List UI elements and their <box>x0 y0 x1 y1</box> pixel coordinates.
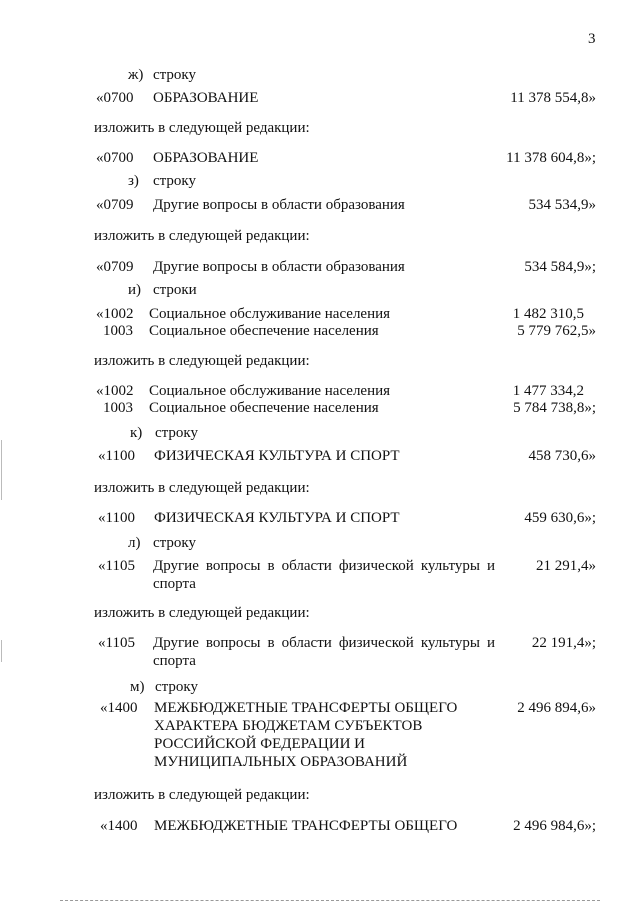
row-code: «0700 <box>96 150 134 166</box>
row-name: Другие вопросы в области физической культуры и <box>153 635 495 651</box>
row-name: Другие вопросы в области образования <box>153 197 405 213</box>
row-name-continued: МУНИЦИПАЛЬНЫХ ОБРАЗОВАНИЙ <box>154 754 408 770</box>
instruction-text: изложить в следующей редакции: <box>94 787 310 803</box>
row-code: «1002 <box>96 383 134 399</box>
row-name: Социальное обеспечение населения <box>149 400 379 416</box>
row-value: 534 534,9» <box>528 197 596 213</box>
row-value: 459 630,6»; <box>524 510 596 526</box>
row-value: 1 482 310,5 <box>512 306 584 322</box>
row-name-continued: РОССИЙСКОЙ ФЕДЕРАЦИИ И <box>154 736 366 752</box>
item-word: строку <box>153 67 196 83</box>
item-word: строки <box>153 282 197 298</box>
row-code: «1100 <box>98 510 135 526</box>
instruction-text: изложить в следующей редакции: <box>94 120 310 136</box>
row-name: Социальное обеспечение населения <box>149 323 379 339</box>
row-value: 21 291,4» <box>536 558 596 574</box>
row-value: 534 584,9»; <box>524 259 596 275</box>
page-number: 3 <box>588 31 596 47</box>
row-value: 2 496 984,6»; <box>513 818 596 834</box>
instruction-text: изложить в следующей редакции: <box>94 228 310 244</box>
row-name: Другие вопросы в области образования <box>153 259 405 275</box>
item-marker: з) <box>128 173 139 189</box>
row-value: 11 378 554,8» <box>510 90 596 106</box>
row-code: «0709 <box>96 259 134 275</box>
item-marker: л) <box>128 535 141 551</box>
row-value: 5 779 762,5» <box>517 323 596 339</box>
row-name: Социальное обслуживание населения <box>149 306 391 322</box>
row-name-continued: спорта <box>153 576 196 592</box>
row-name: ФИЗИЧЕСКАЯ КУЛЬТУРА И СПОРТ <box>154 448 400 464</box>
item-marker: и) <box>128 282 142 298</box>
row-name-continued: спорта <box>153 653 196 669</box>
instruction-text: изложить в следующей редакции: <box>94 480 310 496</box>
item-word: строку <box>153 173 196 189</box>
row-value: 1 477 334,2 <box>512 383 584 399</box>
row-code: 1003 <box>103 400 133 416</box>
row-code: «1400 <box>100 700 138 716</box>
item-marker: к) <box>130 425 143 441</box>
item-marker: ж) <box>128 67 144 83</box>
item-word: строку <box>155 679 198 695</box>
item-word: строку <box>155 425 198 441</box>
row-code: «0709 <box>96 197 134 213</box>
row-name: Другие вопросы в области физической культуры и <box>153 558 495 574</box>
row-name: МЕЖБЮДЖЕТНЫЕ ТРАНСФЕРТЫ ОБЩЕГО <box>154 818 458 834</box>
scan-bottom-line <box>60 900 600 901</box>
row-code: «1002 <box>96 306 134 322</box>
row-name: МЕЖБЮДЖЕТНЫЕ ТРАНСФЕРТЫ ОБЩЕГО <box>154 700 458 716</box>
row-value: 5 784 738,8»; <box>513 400 596 416</box>
instruction-text: изложить в следующей редакции: <box>94 605 310 621</box>
scan-edge-mark <box>1 640 2 662</box>
row-name: ОБРАЗОВАНИЕ <box>153 150 259 166</box>
instruction-text: изложить в следующей редакции: <box>94 353 310 369</box>
scan-edge-mark <box>1 440 2 500</box>
row-code: «1105 <box>98 635 135 651</box>
row-code: «1105 <box>98 558 135 574</box>
row-name: ФИЗИЧЕСКАЯ КУЛЬТУРА И СПОРТ <box>154 510 400 526</box>
row-value: 22 191,4»; <box>531 635 596 651</box>
item-marker: м) <box>130 679 145 695</box>
row-value: 11 378 604,8»; <box>506 150 596 166</box>
row-value: 2 496 894,6» <box>517 700 596 716</box>
row-code: «1100 <box>98 448 135 464</box>
row-name-continued: ХАРАКТЕРА БЮДЖЕТАМ СУБЪЕКТОВ <box>154 718 423 734</box>
row-name: ОБРАЗОВАНИЕ <box>153 90 259 106</box>
item-word: строку <box>153 535 196 551</box>
row-code: «1400 <box>100 818 138 834</box>
row-value: 458 730,6» <box>528 448 596 464</box>
row-code: 1003 <box>103 323 133 339</box>
row-name: Социальное обслуживание населения <box>149 383 391 399</box>
row-code: «0700 <box>96 90 134 106</box>
